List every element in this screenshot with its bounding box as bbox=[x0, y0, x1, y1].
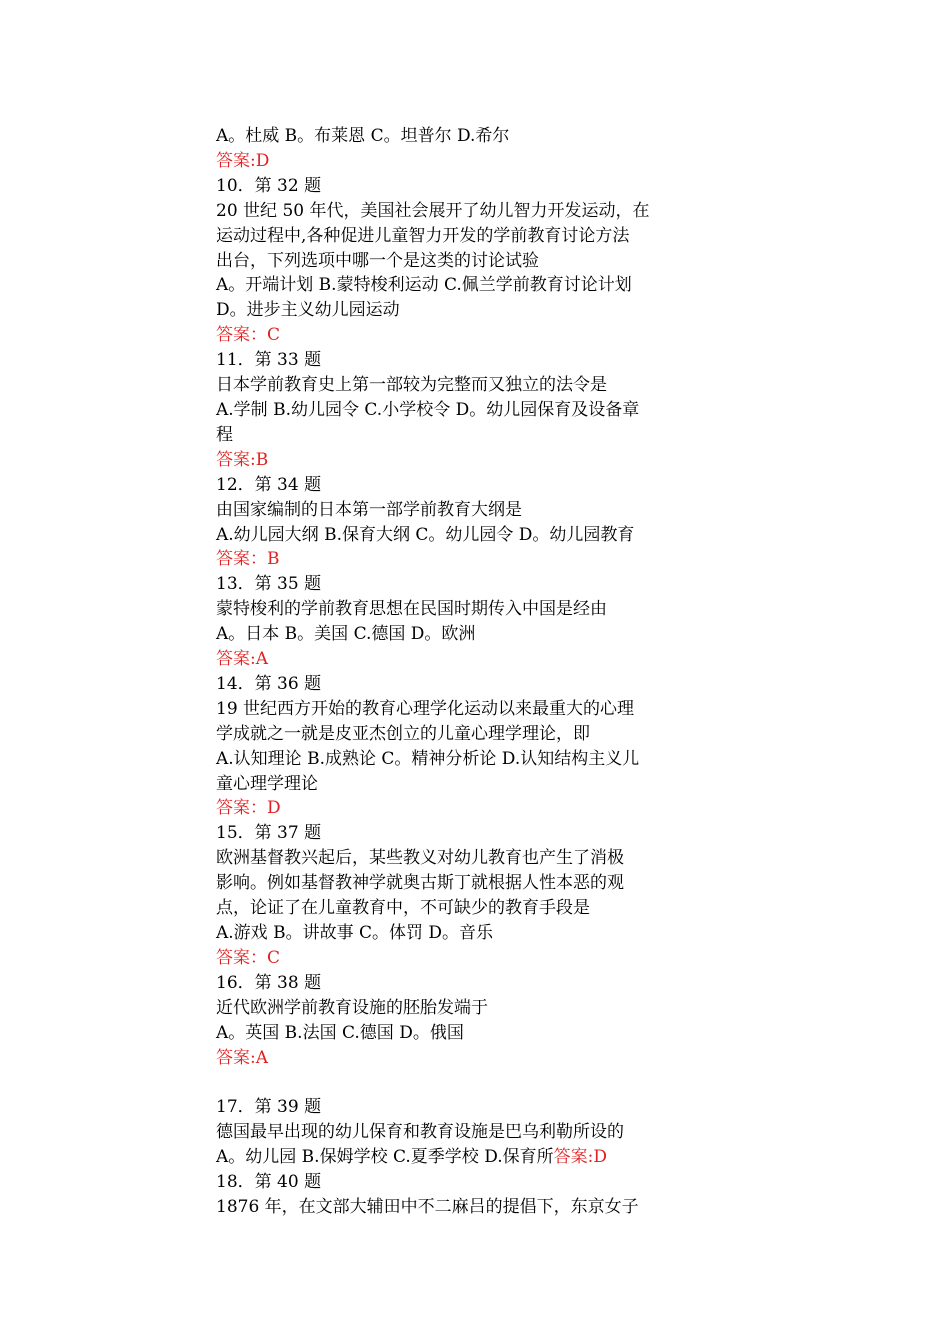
question-text: 影响。例如基督教神学就奥古斯丁就根据人性本恶的观 bbox=[216, 873, 624, 894]
question-text: 德国最早出现的幼儿保育和教育设施是巴乌利勒所设的 bbox=[216, 1122, 624, 1143]
option-line: A。杜威 B。布莱恩 C。坦普尔 D.希尔 bbox=[216, 126, 510, 146]
answer-line: 答案：C bbox=[216, 325, 281, 346]
question-text: 近代欧洲学前教育设施的胚胎发端于 bbox=[216, 997, 488, 1018]
question-number: 14．第 36 题 bbox=[216, 673, 322, 694]
option-line: D。进步主义幼儿园运动 bbox=[216, 300, 400, 321]
option-line: A.学制 B.幼儿园令 C.小学校令 D。幼儿园保育及设备章 bbox=[216, 399, 640, 420]
blank-line bbox=[216, 1070, 696, 1095]
option-answer-line bbox=[216, 1145, 696, 1170]
question-text: 运动过程中,各种促进儿童智力开发的学前教育讨论方法 bbox=[216, 225, 630, 246]
question-text: 出台，下列选项中哪一个是这类的讨论试验 bbox=[216, 250, 539, 271]
question-number: 15．第 37 题 bbox=[216, 823, 322, 844]
question-number: 11．第 33 题 bbox=[216, 350, 322, 371]
option-line: A.认知理论 B.成熟论 C。精神分析论 D.认知结构主义儿 bbox=[216, 748, 640, 769]
question-number: 12．第 34 题 bbox=[216, 474, 322, 495]
answer-line: 答案:A bbox=[216, 1047, 269, 1068]
answer-line: 答案：D bbox=[216, 798, 281, 819]
question-text: 蒙特梭利的学前教育思想在民国时期传入中国是经由 bbox=[216, 599, 607, 620]
question-number: 16．第 38 题 bbox=[216, 972, 322, 993]
option-line: 童心理学理论 bbox=[216, 773, 318, 794]
question-text: 欧洲基督教兴起后，某些教义对幼儿教育也产生了消极 bbox=[216, 848, 624, 869]
answer-line: 答案:A bbox=[216, 649, 269, 670]
option-line: 程 bbox=[216, 424, 233, 445]
option-line: A。英国 B.法国 C.德国 D。俄国 bbox=[216, 1022, 464, 1043]
option-text: A。幼儿园 B.保姆学校 C.夏季学校 D.保育所 bbox=[216, 1147, 554, 1168]
document-body bbox=[216, 124, 696, 1220]
question-text: 1876 年，在文部大辅田中不二麻吕的提倡下，东京女子 bbox=[216, 1196, 639, 1217]
option-line: A.幼儿园大纲 B.保育大纲 C。幼儿园令 D。幼儿园教育 bbox=[216, 524, 635, 545]
question-text: 20 世纪 50 年代，美国社会展开了幼儿智力开发运动，在 bbox=[216, 200, 650, 221]
question-text: 由国家编制的日本第一部学前教育大纲是 bbox=[216, 499, 522, 520]
question-text: 点，论证了在儿童教育中，不可缺少的教育手段是 bbox=[216, 898, 590, 919]
question-number: 18．第 40 题 bbox=[216, 1172, 322, 1193]
option-line: A。日本 B。美国 C.德国 D。欧洲 bbox=[216, 624, 476, 645]
answer-inline: 答案:D bbox=[553, 1147, 607, 1168]
question-number: 17．第 39 题 bbox=[216, 1097, 322, 1118]
question-text: 日本学前教育史上第一部较为完整而又独立的法令是 bbox=[216, 375, 607, 396]
option-line: A.游戏 B。讲故事 C。体罚 D。音乐 bbox=[216, 923, 494, 943]
question-number: 10．第 32 题 bbox=[216, 175, 322, 196]
answer-line: 答案：B bbox=[216, 549, 280, 570]
answer-line: 答案:D bbox=[216, 150, 270, 171]
question-text: 19 世纪西方开始的教育心理学化运动以来最重大的心理 bbox=[216, 698, 635, 719]
option-line: A。开端计划 B.蒙特梭利运动 C.佩兰学前教育讨论计划 bbox=[216, 275, 632, 296]
answer-line: 答案：C bbox=[216, 947, 281, 968]
answer-line: 答案:B bbox=[216, 449, 269, 470]
question-text: 学成就之一就是皮亚杰创立的儿童心理学理论，即 bbox=[216, 723, 590, 744]
question-number: 13．第 35 题 bbox=[216, 574, 322, 595]
